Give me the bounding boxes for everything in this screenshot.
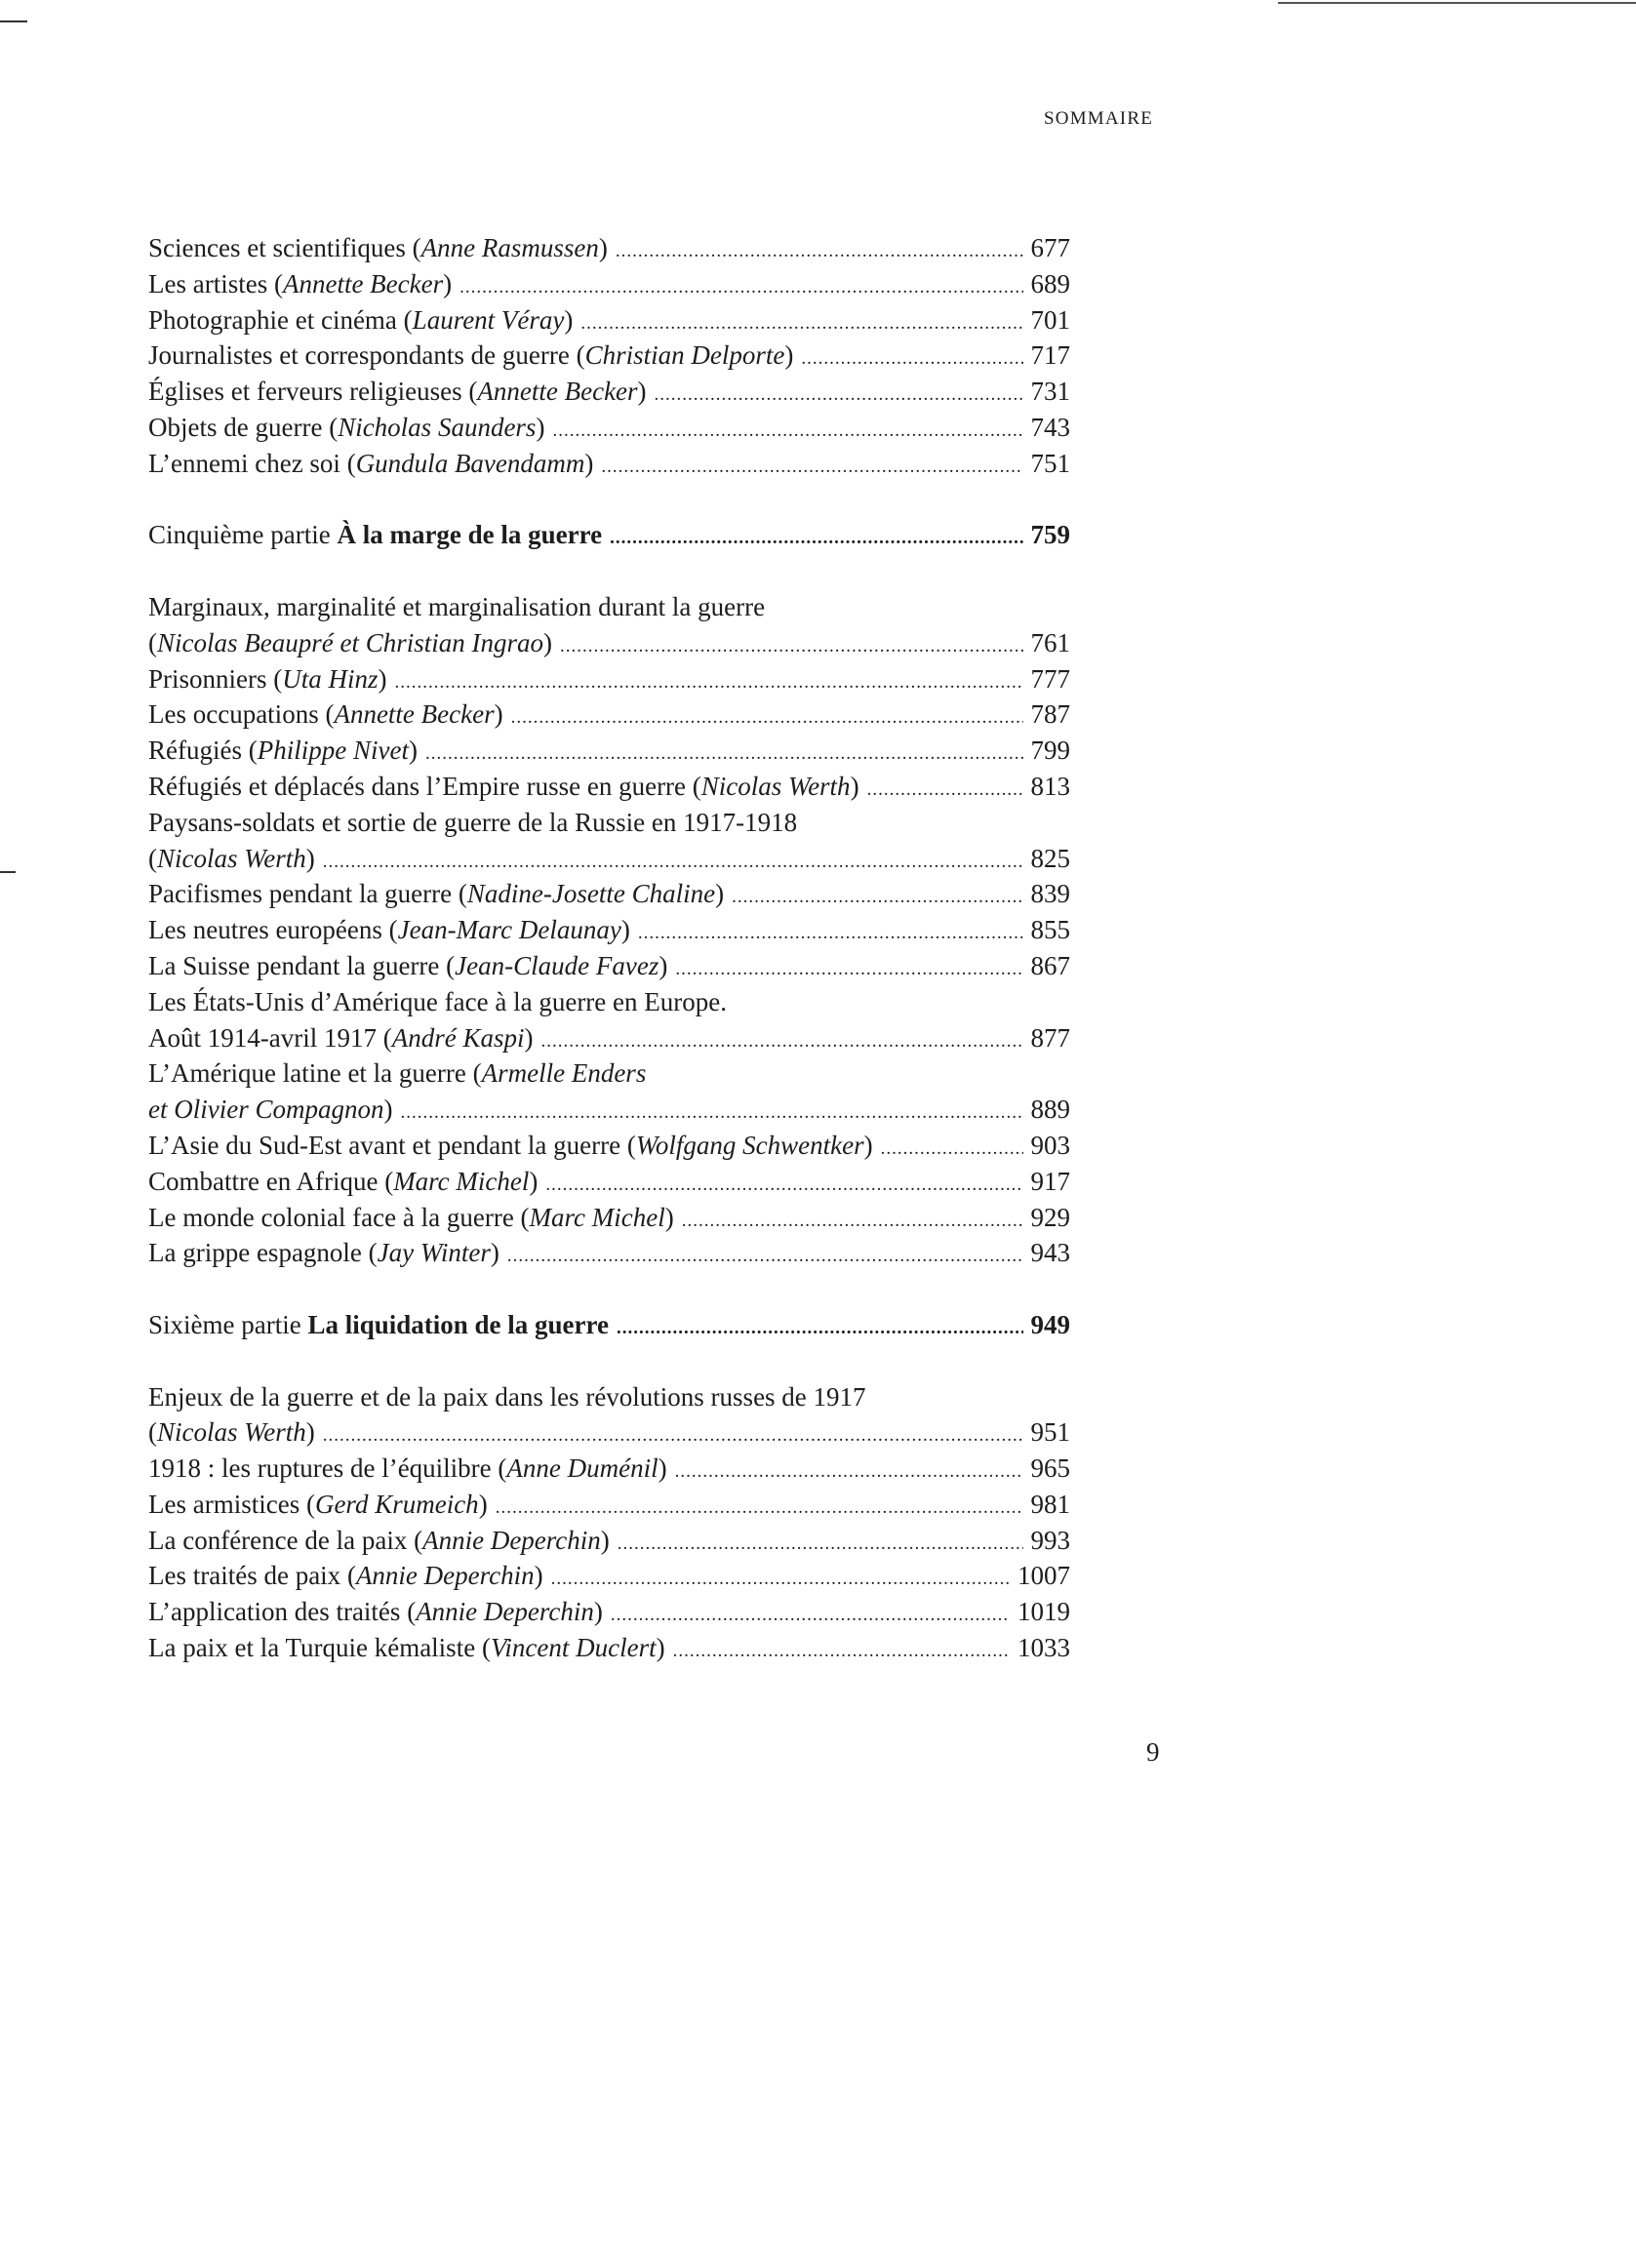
dot-leader (732, 880, 1022, 916)
toc-entry (148, 1128, 1070, 1164)
toc-entry-title: Les neutres européens (148, 915, 389, 945)
toc-entry (148, 912, 1070, 948)
toc-page-number: 799 (1030, 736, 1070, 766)
toc-entry (148, 1558, 1070, 1594)
toc-part-heading (148, 1307, 1070, 1343)
toc-entry (148, 661, 1070, 697)
toc-page-number: 993 (1030, 1525, 1070, 1555)
dot-leader (323, 845, 1023, 881)
toc-entry-line (148, 1055, 1070, 1092)
toc-page-number: 867 (1030, 950, 1070, 980)
toc-entry-line (148, 984, 1070, 1020)
toc-page-number: 951 (1030, 1417, 1070, 1448)
toc-entry-label: Photographie et cinéma (Laurent Véray) (148, 304, 574, 335)
toc-entry-label: Objets de guerre (Nicholas Saunders) (148, 412, 545, 442)
toc-page-number: 855 (1030, 915, 1070, 945)
toc-entry (148, 876, 1070, 912)
toc-entry-author: Armelle Enders (481, 1058, 647, 1089)
page-number: 9 (1146, 1737, 1160, 1767)
toc-page-number: 1007 (1018, 1561, 1070, 1591)
dot-leader (610, 521, 1022, 557)
toc-entry-author: Annie Deperchin (416, 1597, 594, 1627)
toc-page-number: 949 (1030, 1309, 1070, 1339)
toc-entry-line (148, 805, 1070, 841)
toc-entry (148, 769, 1070, 805)
section-gap (148, 1271, 1070, 1307)
toc-entry-title: Les États-Unis d’Amérique face à la guerre en Europe. (148, 986, 727, 1016)
toc-entry-title: Pacifismes pendant la guerre (148, 879, 459, 909)
toc-entry-author: Nadine-Josette Chaline (466, 879, 716, 909)
toc-page-number: 761 (1030, 627, 1070, 657)
toc-entry-author: Annette Becker (282, 268, 444, 298)
toc-entry-label: Les occupations (Annette Becker) (148, 699, 503, 730)
toc-entry-author: Marc Michel (393, 1166, 530, 1196)
toc-entry-title: L’application des traités (148, 1597, 408, 1627)
toc-entry-title: Objets de guerre (148, 412, 330, 442)
toc-entry (148, 1235, 1070, 1271)
toc-entry-label: Sciences et scientifiques (Anne Rasmussen) (148, 233, 608, 262)
scan-mark-left (0, 871, 16, 873)
toc-entry-title: La paix et la Turquie kémaliste (148, 1633, 482, 1663)
toc-page-number: 981 (1030, 1489, 1070, 1519)
toc-entry-title: Photographie et cinéma (148, 304, 404, 335)
dot-leader (618, 1527, 1023, 1563)
part-title: La liquidation de la guerre (307, 1309, 609, 1339)
toc-entry-author: Vincent Duclert (490, 1633, 657, 1663)
toc-entry (148, 1200, 1070, 1236)
toc-part-heading (148, 517, 1070, 553)
toc-entry-label: et Olivier Compagnon) (148, 1094, 393, 1125)
dot-leader (507, 1239, 1023, 1275)
toc-entry (148, 1451, 1070, 1487)
toc-entry-label: Combattre en Afrique (Marc Michel) (148, 1166, 539, 1196)
toc-page-number: 825 (1030, 843, 1070, 873)
toc-entry-label: Réfugiés (Philippe Nivet) (148, 736, 418, 766)
dot-leader (675, 952, 1022, 988)
toc-entry-author: Uta Hinz (282, 663, 379, 694)
toc-entry-title: Les armistices (148, 1489, 306, 1519)
dot-leader (511, 700, 1023, 736)
dot-leader (673, 1634, 1010, 1670)
toc-entry-label: L’application des traités (Annie Deperchin) (148, 1597, 603, 1627)
running-header: SOMMAIRE (1044, 108, 1154, 129)
toc-entry (148, 302, 1070, 338)
part-title: À la marge de la guerre (337, 520, 603, 550)
toc-entry-author: Marc Michel (529, 1202, 665, 1232)
toc-entry-title: Sciences et scientifiques (148, 233, 413, 262)
toc-page-number: 1019 (1018, 1597, 1070, 1627)
toc-entry (148, 338, 1070, 374)
toc-entry-author: Philippe Nivet (257, 736, 409, 766)
toc-entry-title: Août 1914-avril 1917 (148, 1022, 383, 1053)
toc-entry (148, 1020, 1070, 1056)
toc-entry (148, 1414, 1070, 1451)
toc-entry-label: (Nicolas Werth) (148, 843, 315, 873)
toc-entry-author: André Kaspi (391, 1022, 525, 1053)
toc-entry (148, 1594, 1070, 1630)
toc-page-number: 701 (1030, 304, 1070, 335)
toc-entry-label: Le monde colonial face à la guerre (Marc Michel) (148, 1202, 674, 1232)
toc-entry-title: L’ennemi chez soi (148, 448, 347, 478)
toc-page-number: 889 (1030, 1094, 1070, 1125)
toc-page-number: 689 (1030, 268, 1070, 298)
toc-entry-title: Marginaux, marginalité et marginalisation durant la guerre (148, 591, 766, 621)
toc-entry-label: L’Asie du Sud-Est avant et pendant la guerre (Wolfgang Schwentker) (148, 1130, 873, 1160)
dot-leader (400, 1095, 1022, 1132)
toc-entry-title: Réfugiés (148, 736, 249, 766)
toc-entry-author: Annie Deperchin (422, 1525, 601, 1555)
toc-entry-label: 1918 : les ruptures de l’équilibre (Anne Duménil) (148, 1453, 667, 1484)
toc-entry (148, 1630, 1070, 1666)
scan-mark-top-right (1278, 2, 1636, 4)
toc-entry-label: Pacifismes pendant la guerre (Nadine-Josette Chaline) (148, 879, 725, 909)
toc-page-number: 717 (1030, 340, 1070, 371)
toc-entry (148, 841, 1070, 877)
toc-entry-title: La Suisse pendant la guerre (148, 950, 447, 980)
toc-entry-author: Annette Becker (334, 699, 495, 730)
part-prefix: Cinquième partie (148, 520, 338, 550)
dot-leader (551, 1562, 1010, 1598)
toc-entry-line (148, 1379, 1070, 1415)
toc-entry-title: La conférence de la paix (148, 1525, 415, 1555)
toc-page-number: 759 (1030, 520, 1070, 550)
toc-entry-label: (Nicolas Werth) (148, 1417, 315, 1448)
dot-leader (323, 1418, 1023, 1454)
toc-entry-label: La paix et la Turquie kémaliste (Vincent Duclert) (148, 1633, 665, 1663)
toc-entry-title: Enjeux de la guerre et de la paix dans les révolutions russes de 1917 (148, 1381, 866, 1412)
toc-entry-label: (Nicolas Beaupré et Christian Ingrao) (148, 627, 552, 657)
toc-entry-title: Combattre en Afrique (148, 1166, 385, 1196)
section-gap (148, 1343, 1070, 1379)
toc-entry-title: Le monde colonial face à la guerre (148, 1202, 521, 1232)
toc-entry-label: Journalistes et correspondants de guerre (Christian Delporte) (148, 340, 794, 371)
toc-entry-author: Annette Becker (477, 377, 638, 407)
dot-leader (496, 1491, 1023, 1527)
toc-page-number: 731 (1030, 377, 1070, 407)
toc-entry-label: Les artistes (Annette Becker) (148, 268, 453, 298)
toc-entry (148, 1487, 1070, 1523)
dot-leader (867, 773, 1023, 809)
toc-entry-author: Nicholas Saunders (338, 412, 537, 442)
toc-part-label (148, 517, 602, 553)
toc-page-number: 751 (1030, 448, 1070, 478)
toc-entry-label: Les traités de paix (Annie Deperchin) (148, 1561, 543, 1591)
table-of-contents (148, 230, 1070, 1666)
section-gap (148, 553, 1070, 589)
toc-entry-title: Les occupations (148, 699, 326, 730)
toc-entry-line (148, 589, 1070, 625)
toc-entry-author: Nicolas Werth (157, 1417, 306, 1448)
dot-leader (616, 234, 1023, 270)
dot-leader (541, 1024, 1023, 1060)
dot-leader (675, 1454, 1023, 1491)
dot-leader (611, 1598, 1010, 1634)
toc-entry-author: Jean-Claude Favez (455, 950, 659, 980)
toc-entry-author: Jean-Marc Delaunay (397, 915, 621, 945)
toc-entry-title: Réfugiés et déplacés dans l’Empire russe en guerre (148, 771, 693, 801)
toc-page-number: 929 (1030, 1202, 1070, 1232)
part-prefix: Sixième partie (148, 1309, 308, 1339)
toc-page-number: 839 (1030, 879, 1070, 909)
dot-leader (655, 378, 1023, 414)
scan-mark-top-left (0, 20, 27, 22)
toc-entry (148, 230, 1070, 266)
toc-entry-author: Nicolas Werth (157, 843, 306, 873)
toc-entry-title: L’Asie du Sud-Est avant et pendant la guerre (148, 1130, 627, 1160)
dot-leader (560, 629, 1023, 665)
toc-entry-author: Gerd Krumeich (314, 1489, 479, 1519)
toc-entry-author: et Olivier Compagnon (148, 1094, 384, 1125)
toc-part-label (148, 1307, 609, 1343)
toc-entry (148, 374, 1070, 410)
toc-entry (148, 1164, 1070, 1200)
toc-entry-title: Les traités de paix (148, 1561, 347, 1591)
toc-entry-author: Nicolas Beaupré et Christian Ingrao (157, 627, 543, 657)
toc-page-number: 677 (1030, 233, 1070, 262)
dot-leader (617, 1311, 1023, 1347)
toc-entry-label: L’Amérique latine et la guerre (Armelle Enders (148, 1058, 647, 1089)
dot-leader (459, 270, 1022, 306)
toc-entry-label: Réfugiés et déplacés dans l’Empire russe en guerre (Nicolas Werth) (148, 771, 859, 801)
toc-entry-label: La Suisse pendant la guerre (Jean-Claude Favez) (148, 950, 668, 980)
toc-entry-title: Journalistes et correspondants de guerre (148, 340, 577, 371)
dot-leader (638, 916, 1023, 952)
toc-entry-title: Prisonniers (148, 663, 274, 694)
toc-entry-title: Paysans-soldats et sortie de guerre de la Russie en 1917-1918 (148, 807, 798, 837)
toc-entry-label: Les neutres européens (Jean-Marc Delaunay) (148, 915, 630, 945)
dot-leader (682, 1204, 1023, 1240)
toc-page-number: 877 (1030, 1022, 1070, 1053)
toc-entry (148, 266, 1070, 302)
toc-page-number: 813 (1030, 771, 1070, 801)
toc-entry-author: Annie Deperchin (355, 1561, 535, 1591)
dot-leader (601, 450, 1022, 486)
dot-leader (425, 736, 1023, 773)
section-gap (148, 482, 1070, 518)
dot-leader (545, 1168, 1022, 1204)
dot-leader (395, 665, 1023, 701)
toc-entry-label: Les armistices (Gerd Krumeich) (148, 1489, 488, 1519)
toc-entry-title: L’Amérique latine et la guerre (148, 1058, 473, 1089)
toc-entry (148, 696, 1070, 733)
toc-page-number: 903 (1030, 1130, 1070, 1160)
toc-page-number: 943 (1030, 1238, 1070, 1268)
toc-entry-title: Les artistes (148, 268, 274, 298)
toc-page-number: 917 (1030, 1166, 1070, 1196)
toc-entry (148, 948, 1070, 984)
toc-entry-label: Églises et ferveurs religieuses (Annette Becker) (148, 377, 647, 407)
toc-page-number: 743 (1030, 412, 1070, 442)
dot-leader (801, 341, 1022, 378)
toc-entry-title: Églises et ferveurs religieuses (148, 377, 469, 407)
toc-entry-label: L’ennemi chez soi (Gundula Bavendamm) (148, 448, 594, 478)
toc-entry (148, 410, 1070, 446)
toc-page-number: 1033 (1018, 1633, 1070, 1663)
toc-entry-title: La grippe espagnole (148, 1238, 369, 1268)
toc-entry (148, 733, 1070, 769)
toc-entry-author: Anne Duménil (506, 1453, 658, 1484)
dot-leader (580, 306, 1022, 342)
toc-entry-author: Christian Delporte (584, 340, 785, 371)
toc-page-number: 777 (1030, 663, 1070, 694)
toc-entry-label: La conférence de la paix (Annie Deperchin) (148, 1525, 610, 1555)
toc-entry-line (148, 1092, 1070, 1128)
toc-entry-author: Wolfgang Schwentker (635, 1130, 864, 1160)
toc-entry (148, 625, 1070, 661)
toc-page-number: 787 (1030, 699, 1070, 730)
toc-entry-author: Gundula Bavendamm (355, 448, 585, 478)
toc-page-number: 965 (1030, 1453, 1070, 1484)
toc-entry-author: Laurent Véray (412, 304, 565, 335)
toc-entry-label: Août 1914-avril 1917 (André Kaspi) (148, 1022, 534, 1053)
toc-entry-label: Prisonniers (Uta Hinz) (148, 663, 387, 694)
toc-entry-author: Nicolas Werth (700, 771, 851, 801)
dot-leader (552, 414, 1022, 450)
toc-entry (148, 446, 1070, 482)
dot-leader (881, 1132, 1023, 1168)
toc-entry-author: Jay Winter (377, 1238, 491, 1268)
toc-entry-author: Anne Rasmussen (420, 233, 599, 262)
toc-entry (148, 1523, 1070, 1559)
toc-entry-label: La grippe espagnole (Jay Winter) (148, 1238, 499, 1268)
toc-entry-title: 1918 : les ruptures de l’équilibre (148, 1453, 499, 1484)
